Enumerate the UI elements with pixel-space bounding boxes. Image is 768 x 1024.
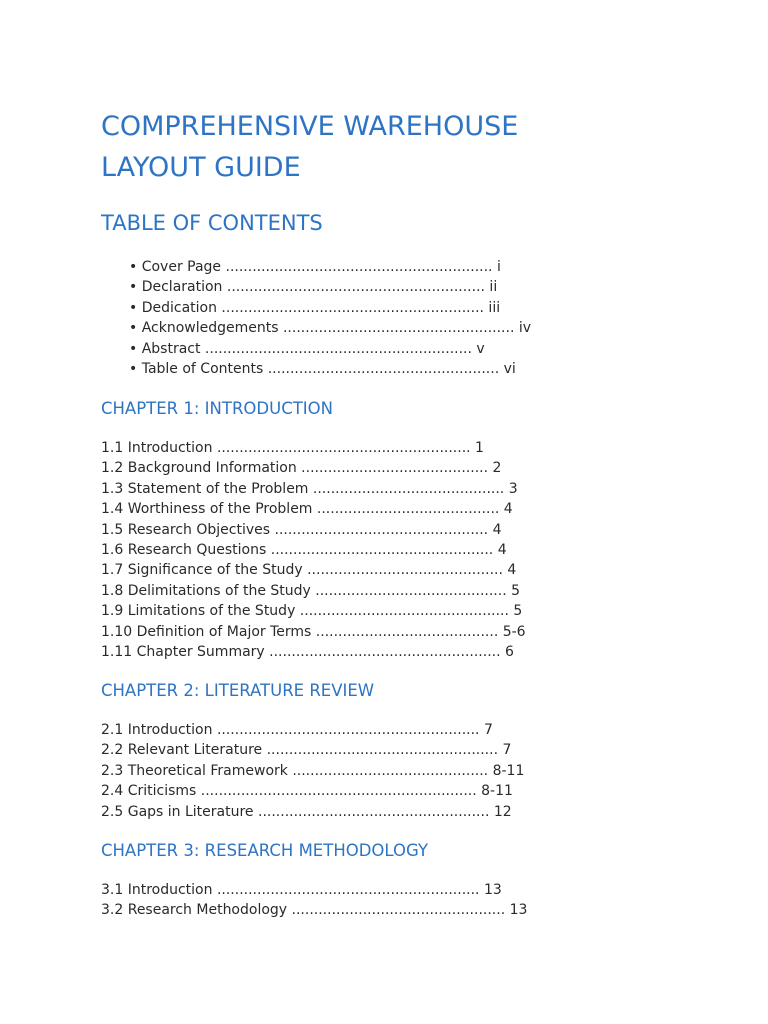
chapter-1-heading: CHAPTER 1: INTRODUCTION — [101, 399, 333, 418]
toc-entry: 1.11 Chapter Summary .................................................... 6 — [101, 644, 514, 661]
front-matter-item: • Dedication ........................................................... iii — [129, 299, 501, 316]
toc-entry: 2.1 Introduction ........................................................... 7 — [101, 722, 493, 738]
front-matter-item: • Abstract ............................................................ v — [129, 340, 485, 357]
toc-heading: TABLE OF CONTENTS — [101, 211, 323, 235]
front-matter-item: • Declaration .......................................................... ii — [129, 279, 498, 296]
toc-entry: 2.5 Gaps in Literature .................................................... 12 — [101, 803, 512, 820]
chapter-2-entries — [101, 720, 524, 822]
toc-entry: 1.4 Worthiness of the Problem ......................................... 4 — [101, 501, 513, 518]
toc-entry: 1.5 Research Objectives ................................................ 4 — [101, 521, 502, 538]
chapter-1-entries — [101, 438, 526, 662]
front-matter-list — [129, 257, 531, 379]
toc-entry: 2.3 Theoretical Framework ............................................ 8-11 — [101, 762, 525, 779]
toc-entry: 2.4 Criticisms .............................................................. 8-11 — [101, 783, 513, 800]
chapter-3-entries — [101, 880, 527, 921]
toc-entry: 1.3 Statement of the Problem ........................................... 3 — [101, 480, 518, 497]
front-matter-item: • Table of Contents .................................................... vi — [129, 361, 516, 378]
toc-entry: 2.2 Relevant Literature .................................................... 7 — [101, 742, 512, 759]
toc-entry: 1.1 Introduction ......................................................... 1 — [101, 440, 484, 456]
toc-entry: 3.1 Introduction ........................................................... 13 — [101, 882, 502, 898]
front-matter-item: • Acknowledgements .................................................... iv — [129, 320, 532, 337]
document-title — [101, 106, 518, 188]
chapter-2-heading: CHAPTER 2: LITERATURE REVIEW — [101, 681, 375, 700]
chapter-3-heading: CHAPTER 3: RESEARCH METHODOLOGY — [101, 841, 429, 860]
document-title-line-1: COMPREHENSIVE WAREHOUSE — [101, 111, 519, 142]
toc-entry: 1.9 Limitations of the Study ............................................... 5 — [101, 603, 523, 620]
toc-entry: 1.6 Research Questions .................................................. 4 — [101, 542, 507, 559]
toc-entry: 3.2 Research Methodology ................................................ 13 — [101, 902, 528, 919]
document-title-line-2: LAYOUT GUIDE — [101, 152, 301, 183]
toc-entry: 1.10 Definition of Major Terms ......................................... 5-6 — [101, 623, 526, 640]
toc-entry: 1.2 Background Information .......................................... 2 — [101, 460, 502, 477]
front-matter-item: • Cover Page ............................................................ i — [129, 259, 501, 275]
toc-entry: 1.8 Delimitations of the Study ........................................... 5 — [101, 582, 521, 599]
toc-entry: 1.7 Significance of the Study ............................................ 4 — [101, 562, 517, 579]
